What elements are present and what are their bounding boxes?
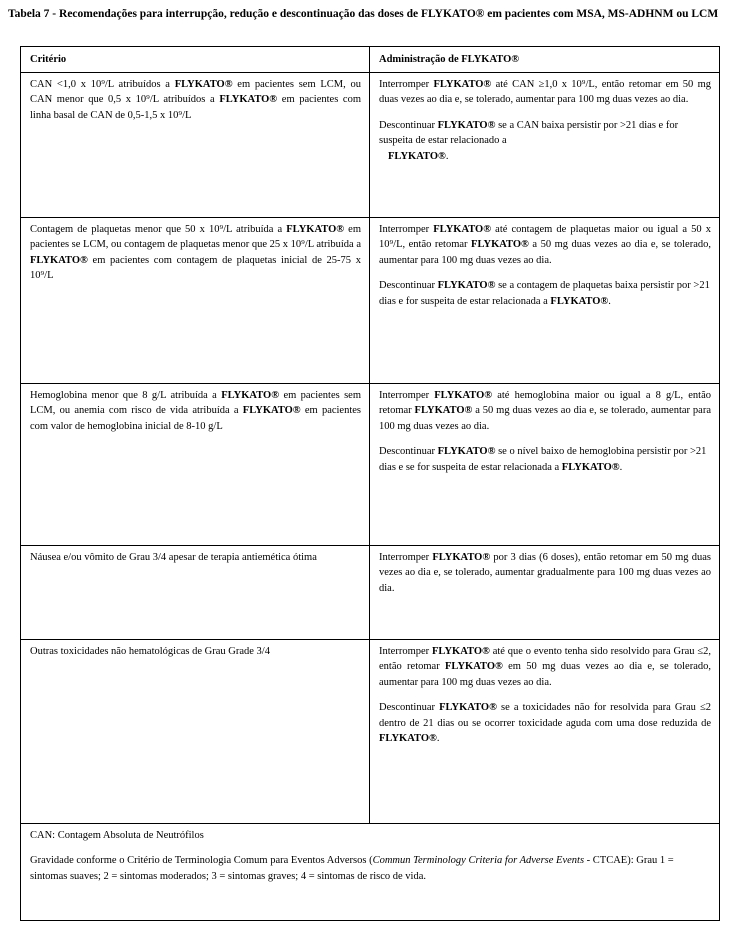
- footnote-severity-english: Commun Terminology Criteria for Adverse Events: [372, 855, 585, 866]
- administracao-text: Interromper FLYKATO® até hemoglobina maior ou igual a 8 g/L, então retomar FLYKATO® a 50 mg duas vezes ao dia e, se tolerado, aumentar para 100 mg duas vezes ao dia.: [379, 389, 711, 432]
- criterio-cell: [21, 72, 370, 217]
- criterio-text: CAN <1,0 x 10⁹/L atribuídos a FLYKATO® em pacientes sem LCM, ou CAN menor que 0,5 x 10⁹/L atribuídos a FLYKATO® em pacientes com linha basal de CAN de 0,5-1,5 x 10⁹/L: [30, 78, 362, 121]
- drug-name: FLYKATO®: [439, 702, 497, 713]
- administracao-cell: [370, 217, 720, 383]
- criterio-text: Hemoglobina menor que 8 g/L atribuída a FLYKATO® em pacientes sem LCM, ou anemia com risco de vida atribuída a FLYKATO® em pacientes com valor de hemoglobina inicial de 8-10 g/L: [30, 389, 362, 432]
- dose-recommendation-table: [20, 46, 720, 921]
- drug-name: FLYKATO®: [221, 389, 280, 401]
- footnote-severity: [30, 853, 711, 884]
- drug-name: FLYKATO®: [434, 389, 493, 401]
- table-caption: Tabela 7 - Recomendações para interrupção, redução e descontinuação das doses de FLYKATO® em pacientes com MSA, MS-ADHNM ou LCM: [8, 8, 719, 20]
- administracao-text: Interromper FLYKATO® até CAN ≥1,0 x 10⁹/L, então retomar em 50 mg duas vezes ao dia e, se tolerado, aumentar para 100 mg duas vezes ao dia.: [379, 78, 711, 105]
- descontinuar-text: Descontinuar FLYKATO® se a CAN baixa persistir por >21 dias e for suspeita de estar relacionado a: [379, 119, 679, 146]
- criterio-cell: [21, 545, 370, 639]
- drug-name: FLYKATO®: [242, 405, 301, 416]
- footnote-abbreviation: CAN: Contagem Absoluta de Neutrófilos: [30, 829, 204, 841]
- table-footnote-row: [21, 823, 720, 920]
- administracao-text: Interromper FLYKATO® até que o evento tenha sido resolvido para Grau ≤2, então retomar FLYKATO® em 50 mg duas vezes ao dia e, se tolerado, aumentar para 100 mg duas vezes ao dia.: [379, 645, 711, 688]
- descontinuar-text: Descontinuar FLYKATO® se a contagem de plaquetas baixa persistir por >21 dias e for suspeita de estar relacionada a FLYKATO®.: [379, 280, 710, 307]
- criterio-cell: [21, 217, 370, 383]
- criterio-cell: [21, 639, 370, 823]
- administracao-cell: [370, 545, 720, 639]
- drug-name: FLYKATO®: [219, 94, 278, 105]
- drug-name: FLYKATO®: [437, 119, 496, 131]
- drug-name: FLYKATO®: [437, 446, 496, 457]
- criterio-text: Náusea e/ou vômito de Grau 3/4 apesar de terapia antiemética ótima: [30, 551, 317, 563]
- drug-name: FLYKATO®: [414, 405, 473, 416]
- descontinuar-text-end: FLYKATO®.: [388, 150, 449, 162]
- administracao-cell: [370, 72, 720, 217]
- drug-name: FLYKATO®: [445, 661, 503, 672]
- footnote-cell: [21, 823, 720, 920]
- table-row: [21, 72, 720, 217]
- drug-name: FLYKATO®: [433, 223, 492, 235]
- table-row: [21, 639, 720, 823]
- table-row: [21, 217, 720, 383]
- drug-name: FLYKATO®: [30, 254, 88, 266]
- drug-name: FLYKATO®: [433, 78, 492, 90]
- administracao-text: Interromper FLYKATO® por 3 dias (6 doses), então retomar em 50 mg duas vezes ao dia e, se tolerado, aumentar gradualmente para 100 mg duas vezes ao dia.: [379, 551, 711, 594]
- drug-name: FLYKATO®: [561, 461, 620, 473]
- administracao-cell: [370, 639, 720, 823]
- descontinuar-text: Descontinuar FLYKATO® se a toxicidades não for resolvida para Grau ≤2 dentro de 21 dias ou se ocorrer toxicidade aguda com uma dose reduzida de FLYKATO®.: [379, 702, 712, 744]
- drug-name: FLYKATO®: [550, 295, 609, 307]
- criterio-text: Outras toxicidades não hematológicas de Grau Grade 3/4: [30, 645, 270, 657]
- drug-name: FLYKATO®: [437, 280, 496, 291]
- header-administracao: Administração de FLYKATO®: [370, 47, 720, 73]
- drug-name: FLYKATO®: [379, 733, 437, 744]
- administracao-text: Interromper FLYKATO® até contagem de plaquetas maior ou igual a 50 x 10⁹/L, então retomar FLYKATO® a 50 mg duas vezes ao dia e, se tolerado, aumentar para 100 mg duas vezes ao dia.: [379, 223, 711, 266]
- drug-name: FLYKATO®: [174, 78, 233, 90]
- table-header-row: [21, 47, 720, 73]
- table-row: [21, 545, 720, 639]
- drug-name: FLYKATO®: [388, 150, 446, 162]
- criterio-cell: [21, 383, 370, 545]
- footnote-severity-a: Gravidade conforme o Critério de Terminologia Comum para Eventos Adversos (: [30, 855, 373, 866]
- administracao-cell: [370, 383, 720, 545]
- drug-name: FLYKATO®: [471, 239, 529, 250]
- criterio-text: Contagem de plaquetas menor que 50 x 10⁹/L atribuída a FLYKATO® em pacientes se LCM, ou contagem de plaquetas menor que 25 x 10⁹/L atribuída a FLYKATO® em pacientes com contagem de plaquetas inicial de 25-75 x 10⁹/L: [30, 223, 362, 281]
- table-row: [21, 383, 720, 545]
- header-criterio: Critério: [21, 47, 370, 73]
- descontinuar-text: Descontinuar FLYKATO® se o nível baixo de hemoglobina persistir por >21 dias e se for suspeita de estar relacionada a FLYKATO®.: [379, 446, 707, 473]
- drug-name: FLYKATO®: [286, 223, 345, 235]
- drug-name: FLYKATO®: [432, 551, 491, 563]
- footnote-severity-b: - CTCAE): Grau 1 = sintomas suaves; 2 = sintomas moderados; 3 = sintomas graves; 4 = sintomas de risco de vida.: [30, 855, 674, 882]
- drug-name: FLYKATO®: [432, 645, 490, 657]
